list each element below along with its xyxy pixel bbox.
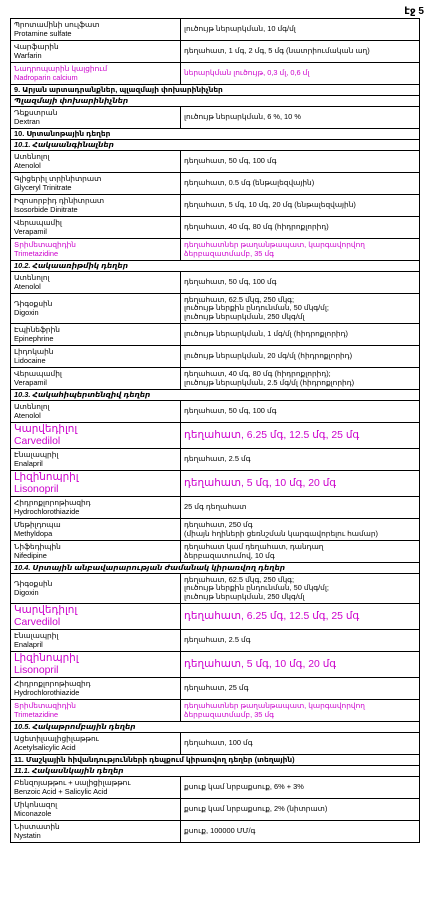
dosage-form-line: դեղահատ, 50 մգ, 100 մգ	[184, 156, 277, 166]
drug-name-latin: Hydrochlorothiazide	[14, 687, 80, 697]
drug-name-armenian: Նիֆեդիպին	[14, 541, 61, 551]
drug-name-latin: Warfarin	[14, 50, 42, 60]
table-row	[11, 195, 420, 217]
dosage-form-cell	[181, 777, 420, 799]
table-row	[11, 346, 420, 368]
drug-name-latin: Acetylsalicylic Acid	[14, 742, 76, 752]
dosage-form-line: ձերբազատմամբ, 35 մգ	[184, 709, 275, 719]
dosage-form-line: լուծույթ ներարկման, 6 %, 10 %	[184, 112, 301, 122]
drug-name-latin: Nadroparin calcium	[14, 72, 78, 82]
table-row	[11, 799, 420, 821]
dosage-form-cell	[181, 541, 420, 563]
dosage-form-line: դեղահատ, 2.5 մգ	[184, 635, 251, 645]
drug-name-armenian: Ատենոլոլ	[14, 401, 50, 411]
table-row	[11, 239, 420, 261]
dosage-form-cell	[181, 519, 420, 541]
dosage-form-line: դեղահատ, 62.5 մկգ, 250 մկգ;	[184, 294, 295, 304]
drug-name-armenian: Էնալապրիլ	[14, 630, 59, 640]
drug-name-cell	[11, 151, 181, 173]
dosage-form-cell	[181, 151, 420, 173]
dosage-form-line: դեղահատ, 0.5 մգ (ենթալեզվային)	[184, 178, 315, 188]
table-row	[11, 63, 420, 85]
dosage-form-line: ձերբազատմամբ, 35 մգ	[184, 248, 275, 258]
drug-name-cell	[11, 63, 181, 85]
drug-name-cell	[11, 799, 181, 821]
table-row	[11, 678, 420, 700]
drug-name-cell	[11, 217, 181, 239]
drug-name-armenian: Տրիմետազիդին	[14, 700, 76, 710]
drug-name-latin: Verapamil	[14, 377, 47, 387]
drug-name-cell	[11, 821, 181, 843]
drug-name-cell	[11, 652, 181, 678]
drug-name-armenian: Լիզինոպրիլ	[14, 653, 79, 665]
drug-name-armenian: Հիդրոքլորոթիազիդ	[14, 497, 91, 507]
table-row	[11, 733, 420, 755]
dosage-form-cell	[181, 107, 420, 129]
section-header-row	[11, 755, 420, 766]
drug-name-armenian: Միկոնազոլ	[14, 799, 58, 809]
table-row	[11, 423, 420, 449]
drug-name-cell	[11, 239, 181, 261]
drug-name-armenian: Ատենոլոլ	[14, 272, 50, 282]
drug-name-cell	[11, 401, 181, 423]
dosage-form-line: դեղահատ, 2.5 մգ	[184, 454, 251, 464]
table-row	[11, 652, 420, 678]
subsection-title: 11.1. Հակասնկային դեղեր	[11, 766, 420, 777]
drug-name-latin: Digoxin	[14, 587, 39, 597]
dosage-form-cell	[181, 423, 420, 449]
table-row	[11, 519, 420, 541]
drug-name-cell	[11, 449, 181, 471]
dosage-form-line: դեղահատ, 62.5 մկգ, 250 մկգ;	[184, 574, 295, 584]
drug-name-armenian: Ատենոլոլ	[14, 151, 50, 161]
drug-name-latin: Benzoic Acid + Salicylic Acid	[14, 786, 108, 796]
drug-name-latin: Isosorbide Dinitrate	[14, 204, 78, 214]
table-row	[11, 173, 420, 195]
dosage-form-line: լուծույթ ներարկման, 2.5 մգ/մլ (հիդրոքլորիդ)	[184, 377, 355, 387]
table-row	[11, 272, 420, 294]
dosage-form-line: դեղահատ, 5 մգ, 10 մգ, 20 մգ	[184, 477, 337, 489]
dosage-form-line: լուծույթ ներարկման, 1 մգ/մլ (հիդրոքլորիդ)	[184, 329, 348, 339]
dosage-form-cell	[181, 217, 420, 239]
drug-name-armenian: Գլիցերիլ տրինիտրատ	[14, 173, 102, 183]
table-row	[11, 777, 420, 799]
dosage-form-line: դեղահատ, 5 մգ, 10 մգ, 20 մգ	[184, 658, 337, 670]
table-row	[11, 217, 420, 239]
dosage-form-line: դեղահատ, 100 մգ	[184, 738, 253, 748]
drug-name-armenian: Վարֆարին	[14, 41, 59, 51]
drug-name-cell	[11, 423, 181, 449]
dosage-form-line: (միայն հղիների ցեռնշման կարգավորելու համար)	[184, 528, 378, 538]
table-row	[11, 574, 420, 604]
dosage-form-cell	[181, 799, 420, 821]
drug-name-latin: Dextran	[14, 116, 40, 126]
table-row	[11, 821, 420, 843]
dosage-form-line: դեղահատներ թաղանթապատ, կարգավորվող	[184, 700, 365, 710]
drug-name-latin: Atenolol	[14, 410, 41, 420]
section-title: 10. Սրտանոթային դեղեր	[11, 129, 420, 140]
drug-name-armenian: Նիստատին	[14, 821, 60, 831]
dosage-form-cell	[181, 652, 420, 678]
drug-name-cell	[11, 272, 181, 294]
drug-name-armenian: Դիգօքսին	[14, 578, 53, 588]
dosage-form-cell	[181, 41, 420, 63]
section-title: 9. Արյան արտադրանքներ, պլազմայի փոխարինիչներ	[11, 85, 420, 96]
drug-name-armenian: Լիզինոպրիլ	[14, 472, 79, 484]
drug-name-armenian: Լիդոկաին	[14, 346, 54, 356]
subsection-title: Պլազմայի փոխարինիչներ	[11, 96, 420, 107]
dosage-form-line: լուծույթ ներարկման, 10 մգ/մլ	[184, 24, 296, 34]
dosage-form-line: դեղահատ, 6.25 մգ, 12.5 մգ, 25 մգ	[184, 610, 360, 622]
drug-name-armenian: Պրոտամինի սուլֆատ	[14, 19, 100, 29]
drug-name-cell	[11, 519, 181, 541]
drug-name-latin: Trimetazidine	[14, 709, 59, 719]
table-body	[11, 19, 420, 843]
subsection-header-row	[11, 563, 420, 574]
table-row	[11, 294, 420, 324]
section-header-row	[11, 129, 420, 140]
dosage-form-cell	[181, 173, 420, 195]
drug-name-cell	[11, 346, 181, 368]
subsection-header-row	[11, 140, 420, 151]
dosage-form-line: դեղահատներ թաղանթապատ, կարգավորվող	[184, 239, 365, 249]
drug-name-armenian: Վերապամիլ	[14, 217, 62, 227]
subsection-header-row	[11, 390, 420, 401]
table-row	[11, 151, 420, 173]
dosage-form-cell	[181, 294, 420, 324]
drug-name-latin: Epinephrine	[14, 333, 54, 343]
drug-name-latin: Nystatin	[14, 830, 41, 840]
dosage-form-cell	[181, 574, 420, 604]
drug-name-armenian: Մեթիլդոպա	[14, 519, 61, 529]
table-row	[11, 401, 420, 423]
table-row	[11, 449, 420, 471]
drug-name-latin: Protamine sulfate	[14, 28, 72, 38]
drug-name-latin: Atenolol	[14, 281, 41, 291]
dosage-form-cell	[181, 272, 420, 294]
drug-name-cell	[11, 107, 181, 129]
dosage-form-cell	[181, 821, 420, 843]
subsection-title: 10.1. Հակաանգինալներ	[11, 140, 420, 151]
dosage-form-line: լուծույթ ներքին ընդունման, 50 մկգ/մլ;	[184, 303, 329, 313]
drug-name-cell	[11, 574, 181, 604]
table-row	[11, 630, 420, 652]
dosage-form-line: լուծույթ ներարկման, 20 մգ/մլ (հիդրոքլորիդ)	[184, 351, 353, 361]
table-row	[11, 497, 420, 519]
subsection-header-row	[11, 766, 420, 777]
dosage-form-line: քսուք կամ նրբաքսուք, 6% + 3%	[184, 782, 304, 792]
drug-name-cell	[11, 294, 181, 324]
dosage-form-line: ներարկման լուծույթ, 0,3 մլ, 0,6 մլ	[184, 68, 310, 78]
subsection-header-row	[11, 261, 420, 272]
dosage-form-cell	[181, 324, 420, 346]
dosage-form-cell	[181, 604, 420, 630]
drug-name-cell	[11, 19, 181, 41]
table-row	[11, 41, 420, 63]
drug-name-cell	[11, 604, 181, 630]
dosage-form-line: լուծույթ ներքին ընդունման, 50 մկգ/մլ;	[184, 583, 329, 593]
subsection-header-row	[11, 96, 420, 107]
drug-name-cell	[11, 173, 181, 195]
drug-name-cell	[11, 630, 181, 652]
drug-name-cell	[11, 678, 181, 700]
drug-name-cell	[11, 368, 181, 390]
drug-name-armenian: Վերապամիլ	[14, 368, 62, 378]
subsection-title: 10.3. Հակահիպերտենզիվ դեղեր	[11, 390, 420, 401]
drug-name-latin: Enalapril	[14, 458, 43, 468]
drug-name-armenian: Կարվեդիլոլ	[14, 424, 78, 436]
dosage-form-cell	[181, 19, 420, 41]
drug-name-latin: Atenolol	[14, 160, 41, 170]
drug-name-latin: Hydrochlorothiazide	[14, 506, 80, 516]
drug-name-latin: Carvedilol	[14, 435, 61, 447]
drug-name-latin: Lidocaine	[14, 355, 46, 365]
dosage-form-line: դեղահատ, 1 մգ, 2 մգ, 5 մգ (նատրիումական աղ)	[184, 46, 370, 56]
drug-name-armenian: Դեքստրան	[14, 107, 58, 117]
subsection-title: 10.4. Սրտային անբավարարության ժամանակ կիրառվող դեղեր	[11, 563, 420, 574]
drug-name-armenian: Էնալապրիլ	[14, 449, 59, 459]
dosage-form-line: դեղահատ կամ դեղահատ, դանդաղ	[184, 541, 324, 551]
dosage-form-cell	[181, 368, 420, 390]
drug-name-latin: Digoxin	[14, 307, 39, 317]
dosage-form-line: լուծույթ ներարկման, 250 մկգ/մլ	[184, 311, 305, 321]
subsection-title: 10.5. Հակաթրոմբային դեղեր	[11, 722, 420, 733]
dosage-form-line: լուծույթ ներարկման, 250 մկգ/մլ	[184, 591, 305, 601]
drug-name-cell	[11, 777, 181, 799]
drug-name-armenian: Տրիմետազիդին	[14, 239, 76, 249]
dosage-form-cell	[181, 630, 420, 652]
dosage-form-line: դեղահատ, 50 մգ, 100 մգ	[184, 406, 277, 416]
dosage-form-cell	[181, 449, 420, 471]
dosage-form-line: դեղահատ, 40 մգ, 80 մգ (հիդրոքլորիդ)	[184, 222, 329, 232]
table-row	[11, 19, 420, 41]
drug-name-latin: Verapamil	[14, 226, 47, 236]
dosage-form-cell	[181, 63, 420, 85]
drug-name-cell	[11, 41, 181, 63]
essential-medicines-table	[10, 18, 420, 843]
drug-name-armenian: Նադրոպարին կալցիում	[14, 63, 108, 73]
dosage-form-line: դեղահատ, 40 մգ, 80 մգ (հիդրոքլորիդ);	[184, 368, 331, 378]
dosage-form-line: դեղահատ, 50 մգ, 100 մգ	[184, 277, 277, 287]
drug-name-latin: Miconazole	[14, 808, 52, 818]
dosage-form-line: քսուք կամ նրբաքսուք, 2% (նիտրատ)	[184, 804, 328, 814]
dosage-form-line: 25 մգ դեղահատ	[184, 502, 247, 512]
drug-name-cell	[11, 541, 181, 563]
page-number: էջ 5	[404, 6, 424, 17]
drug-name-armenian: Կարվեդիլոլ	[14, 605, 78, 617]
drug-name-armenian: Իզոսորբիդ դինիտրատ	[14, 195, 105, 205]
drug-name-latin: Glyceryl Trinitrate	[14, 182, 72, 192]
drug-name-armenian: Ացետիլսալիցիլաթթու	[14, 733, 99, 743]
drug-name-latin: Enalapril	[14, 639, 43, 649]
drug-name-latin: Lisonopril	[14, 664, 59, 676]
table-row	[11, 471, 420, 497]
drug-name-cell	[11, 195, 181, 217]
drug-name-latin: Nifedipine	[14, 550, 47, 560]
subsection-title: 10.2. Հակաառիթմիկ դեղեր	[11, 261, 420, 272]
dosage-form-line: քսուք, 100000 ՄՄ/գ	[184, 826, 256, 836]
table-row	[11, 604, 420, 630]
drug-name-cell	[11, 497, 181, 519]
dosage-form-cell	[181, 471, 420, 497]
table-row	[11, 107, 420, 129]
drug-name-armenian: Դիգօքսին	[14, 298, 53, 308]
drug-name-latin: Methyldopa	[14, 528, 53, 538]
drug-name-cell	[11, 471, 181, 497]
drug-name-armenian: Հիդրոքլորոթիազիդ	[14, 678, 91, 688]
table-row	[11, 368, 420, 390]
drug-name-cell	[11, 700, 181, 722]
dosage-form-cell	[181, 733, 420, 755]
dosage-form-cell	[181, 239, 420, 261]
drug-name-latin: Lisonopril	[14, 483, 59, 495]
dosage-form-cell	[181, 195, 420, 217]
dosage-form-cell	[181, 678, 420, 700]
drug-name-latin: Trimetazidine	[14, 248, 59, 258]
dosage-form-line: դեղահատ, 250 մգ	[184, 519, 253, 529]
dosage-form-cell	[181, 497, 420, 519]
dosage-form-line: ձերբազատումով, 10 մգ	[184, 550, 275, 560]
table-row	[11, 324, 420, 346]
drug-name-armenian: Բենզոյաթթու + սալիցիլաթթու	[14, 777, 131, 787]
drug-name-armenian: Էպինեֆրին	[14, 324, 60, 334]
dosage-form-line: դեղահատ, 25 մգ	[184, 683, 249, 693]
drug-name-cell	[11, 733, 181, 755]
table-row	[11, 700, 420, 722]
dosage-form-cell	[181, 346, 420, 368]
drug-name-cell	[11, 324, 181, 346]
section-title: 11. Մաշկային հիվանդությունների դեպքում կիրառվող դեղեր (տեղային)	[11, 755, 420, 766]
drug-name-latin: Carvedilol	[14, 616, 61, 628]
section-header-row	[11, 85, 420, 96]
dosage-form-cell	[181, 401, 420, 423]
dosage-form-line: դեղահատ, 5 մգ, 10 մգ, 20 մգ (ենթալեզվային)	[184, 200, 356, 210]
dosage-form-cell	[181, 700, 420, 722]
table-row	[11, 541, 420, 563]
subsection-header-row	[11, 722, 420, 733]
dosage-form-line: դեղահատ, 6.25 մգ, 12.5 մգ, 25 մգ	[184, 429, 360, 441]
